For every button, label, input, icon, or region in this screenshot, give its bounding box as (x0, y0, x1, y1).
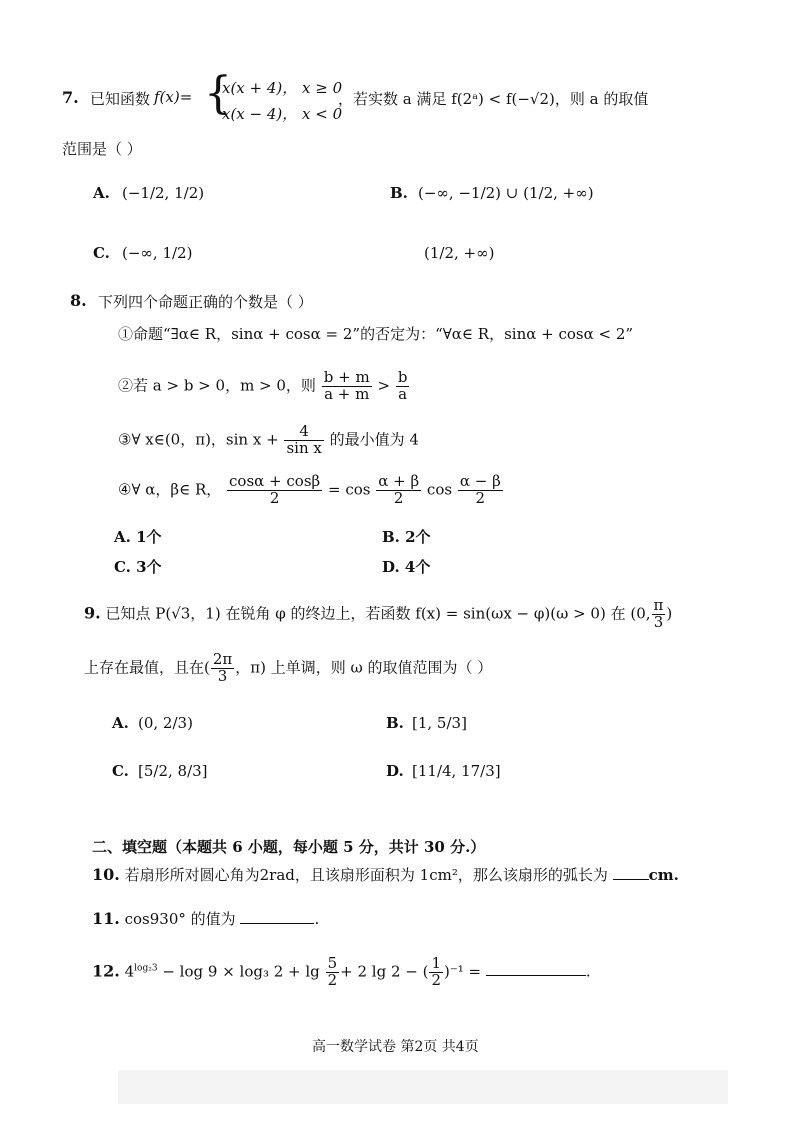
q9-option-b: [1, 5/3] (412, 714, 467, 732)
q8-stem: 下列四个命题正确的个数是（ ） (98, 293, 313, 311)
q9-l2-num: 2π (212, 650, 233, 668)
q7-stem-a: 已知函数 (90, 90, 151, 108)
q10-unit: cm. (648, 866, 679, 884)
q9-option-c: [5/2, 8/3] (138, 762, 208, 780)
q7-fx: f(x)= (154, 88, 193, 106)
q8-proposition-3 (118, 424, 419, 457)
q9-line2-b: ，π) 上单调，则 ω 的取值范围为（ ） (235, 658, 493, 677)
q8-p2-den1: a + m (324, 384, 370, 403)
section-2-heading: 二、填空题（本题共 6 小题，每小题 5 分，共计 30 分.） (92, 838, 486, 856)
q12-end: . (585, 962, 591, 981)
q8-p4-text-a: ④∀ α，β∈ R， (118, 480, 222, 499)
q9-option-d-label: D. (386, 762, 404, 780)
q7-number: 7. (62, 88, 79, 107)
q9-option-a: (0, 2/3) (138, 714, 193, 732)
q8-p4-den2: 2 (393, 488, 404, 507)
q9-line-1 (84, 598, 672, 631)
q8-p2-den2: a (398, 384, 408, 403)
q8-p2-text: ②若 a > b > 0，m > 0，则 (118, 376, 316, 395)
q10-line (92, 864, 679, 885)
q7-brace: { (204, 68, 232, 119)
q7-option-c-label: C. (93, 244, 110, 262)
q8-p4-num3: α − β (459, 472, 501, 490)
q8-p2-fraction-1 (322, 370, 372, 403)
q8-p4-fraction-2 (376, 474, 421, 507)
q8-p4-den3: 2 (475, 488, 486, 507)
q9-option-d: [11/4, 17/3] (412, 762, 501, 780)
q11-number: 11. (92, 909, 120, 928)
q8-p3-text-a: ③∀ x∈(0，π)，sin x + (118, 430, 279, 449)
q7-option-a: (−1/2, 1/2) (122, 184, 205, 202)
q8-option-a: A. 1个 (114, 528, 162, 546)
q9-stem-a: 已知点 P(√3，1) 在锐角 φ 的终边上，若函数 f(x) = sin(ωx − φ)(ω > 0) 在 (0, (105, 604, 651, 623)
q7-option-c: (−∞, 1/2) (122, 244, 193, 262)
scan-edge-strip (118, 1070, 728, 1104)
q9-stem-b: ) (666, 604, 673, 623)
q7-option-a-label: A. (93, 184, 110, 202)
q8-p4-cos: cos (426, 480, 453, 499)
q8-p4-den1: 2 (269, 488, 280, 507)
q12-fraction-1 (326, 956, 340, 989)
q9-two-pi-over-3 (211, 652, 234, 685)
q8-option-d: D. 4个 (382, 558, 431, 576)
q10-answer-blank[interactable] (613, 879, 649, 880)
q10-text: 若扇形所对圆心角为2rad，且该扇形面积为 1cm²，那么该扇形的弧长为 (124, 866, 608, 884)
q11-text: cos930° 的值为 (124, 910, 236, 928)
q9-option-a-label: A. (112, 714, 129, 732)
q12-line (92, 956, 591, 989)
q8-p2-num1: b + m (323, 368, 370, 386)
q8-option-b: B. 2个 (382, 528, 431, 546)
q9-option-b-label: B. (386, 714, 404, 732)
q9-l2-den: 3 (217, 666, 228, 685)
q8-p4-num2: α + β (378, 472, 420, 490)
q12-number: 12. (92, 961, 120, 981)
q7-case2: x(x − 4)， x < 0 (222, 105, 343, 123)
q8-p3-text-b: 的最小值为 4 (329, 430, 419, 449)
q12-exponent: log₂3 (134, 963, 158, 974)
q8-proposition-4 (118, 474, 504, 507)
q9-pi-over-3 (652, 598, 666, 631)
q8-p2-fraction-2 (396, 370, 410, 403)
q7-stem-b: ，若实数 a 满足 f(2ᵃ) < f(−√2)，则 a 的取值 (338, 90, 649, 108)
q8-p2-gt: > (377, 376, 391, 395)
q7-option-b: (−∞, −1/2) ∪ (1/2, +∞) (418, 184, 594, 202)
q9-pi-num: π (653, 596, 664, 614)
q8-proposition-2 (118, 370, 410, 403)
q8-p3-den: sin x (286, 438, 322, 457)
q12-text-c: + 2 lg 2 − ( (340, 962, 429, 981)
q8-proposition-1: ①命题“∃α∈ R，sinα + cosα = 2”的否定为：“∀α∈ R，sinα + cosα < 2” (118, 325, 634, 343)
q12-den: 2 (327, 970, 338, 989)
q8-number: 8. (70, 291, 87, 310)
q10-number: 10. (92, 865, 120, 884)
q7-option-d: (1/2, +∞) (424, 244, 495, 262)
q8-p2-num2: b (397, 368, 408, 386)
q11-answer-blank[interactable] (240, 923, 314, 924)
q8-p3-num: 4 (284, 424, 323, 441)
q9-number: 9. (84, 603, 101, 623)
q11-line (92, 908, 319, 929)
q8-p3-fraction (284, 424, 323, 457)
q12-text-b: − log 9 × log₃ 2 + lg (157, 962, 320, 981)
q7-option-b-label: B. (390, 184, 408, 202)
q12-text-d: )⁻¹ = (444, 962, 482, 981)
q8-p4-fraction-1 (227, 474, 322, 507)
q9-line-2 (84, 652, 492, 685)
q12-den2: 2 (431, 970, 441, 989)
q9-option-c-label: C. (112, 762, 129, 780)
q8-p4-fraction-3 (458, 474, 503, 507)
q12-fraction-2 (429, 956, 443, 989)
q9-line2-a: 上存在最值，且在( (84, 658, 210, 677)
page-footer: 高一数学试卷 第2页 共4页 (312, 1039, 479, 1055)
q12-base: 4 (124, 962, 135, 981)
q9-pi-den: 3 (653, 612, 664, 631)
q12-num: 5 (327, 954, 338, 972)
q12-answer-blank[interactable] (486, 975, 586, 976)
q8-p4-num1: cosα + cosβ (229, 472, 321, 490)
q7-stem-c: 范围是（ ） (62, 140, 142, 158)
q8-p4-eq: = cos (327, 480, 371, 499)
q7-case1: x(x + 4)， x ≥ 0 (222, 79, 343, 97)
q12-num2: 1 (431, 954, 441, 972)
q11-end: . (314, 910, 320, 928)
q8-option-c: C. 3个 (114, 558, 162, 576)
